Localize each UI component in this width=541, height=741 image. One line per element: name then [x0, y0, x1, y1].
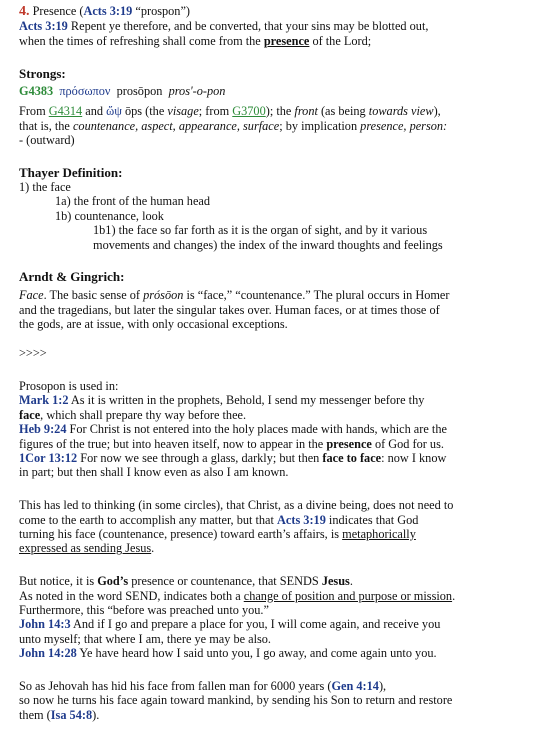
section-number: 4.	[19, 4, 30, 19]
para-text: ).	[92, 707, 100, 722]
john-14-28-ref-link[interactable]: John 14:28	[19, 646, 77, 661]
usage-cor	[19, 451, 525, 480]
verse-ref-link[interactable]: Acts 3:19	[19, 19, 68, 34]
verse-text: Repent ye therefore, and be converted, that your sins may be blotted out,	[67, 19, 429, 34]
para-bold: Jesus	[321, 574, 350, 589]
para-text: .	[151, 541, 155, 556]
verse-text: Ye have heard how I said unto you, I go away, and come again unto you.	[76, 646, 437, 661]
para-underlined: change of position and purpose or mission	[243, 588, 453, 603]
arndt-heading: Arndt & Gingrich:	[19, 269, 125, 285]
verse-text: figures of the true; but into heaven itself, now to appear in the	[19, 436, 327, 451]
greek-root: ὤψ	[106, 104, 122, 119]
section-marker: >>>>	[19, 346, 47, 361]
verse-text: For now we see through a glass, darkly; but then	[77, 450, 323, 465]
def-text: ōps (the	[121, 104, 168, 119]
verse-text: And if I go and prepare a place for you, I will come again, and receive you	[70, 617, 441, 632]
def-italic: Face	[19, 288, 44, 303]
thayer-def-1a: 1a) the front of the human head	[55, 194, 211, 209]
presence-verse	[19, 19, 525, 48]
def-italic: countenance, aspect, appearance, surface	[72, 118, 280, 133]
verse-text: , which shall prepare thy way before thee.	[40, 407, 247, 422]
pronunciation: pros'-o-pon	[168, 84, 226, 99]
para-text: But notice, it is	[19, 574, 98, 589]
para-text: come to the earth to accomplish any matter, but that	[19, 512, 278, 527]
strongs-code: G4383	[19, 84, 54, 99]
def-text: and the tragedians, but later the singular takes over. Human faces, or at times those of	[19, 302, 440, 317]
def-text: From	[19, 104, 49, 119]
john-14-3-ref-link[interactable]: John 14:3	[19, 617, 71, 632]
verse-text: : now I know	[381, 450, 447, 465]
presence-heading	[19, 4, 525, 19]
notice-paragraph	[19, 574, 525, 660]
strongs-heading: Strongs:	[19, 65, 66, 81]
para-text: .	[452, 588, 456, 603]
para-text: so now he turns his face again toward mankind, by sending his Son to return and restore	[19, 693, 453, 708]
verse-keyword: presence	[326, 436, 372, 451]
def-text: that is, the	[19, 118, 73, 133]
presence-label: Presence (	[32, 4, 84, 18]
gen-ref-link[interactable]: Gen 4:14	[331, 678, 379, 693]
para-underlined: expressed as sending Jesus	[19, 541, 152, 556]
arndt-paragraph	[19, 288, 525, 331]
strongs-link-g4314[interactable]: G4314	[48, 104, 83, 119]
def-text: the gods, are at issue, with only occasional exceptions.	[19, 317, 288, 332]
greek-word: πρόσωπον	[59, 84, 111, 99]
para-text: presence or countenance, that SENDS	[128, 574, 322, 589]
para-underlined: metaphorically	[342, 526, 416, 541]
def-text: (as being	[317, 104, 369, 119]
thayer-def-1b1	[19, 223, 525, 252]
jehovah-paragraph	[19, 679, 525, 722]
def-text: and	[82, 104, 107, 119]
def-italic: front	[294, 104, 318, 119]
verse-text: For Christ is not entered into the holy places made with hands, which are the	[66, 422, 447, 437]
isa-ref-link[interactable]: Isa 54:8	[50, 707, 93, 722]
verse-keyword: face to face	[322, 450, 382, 465]
verse-keyword: face	[19, 407, 41, 422]
cor-ref-link[interactable]: 1Cor 13:12	[19, 450, 78, 465]
def-text: ),	[433, 104, 441, 119]
transliteration: prosōpon	[116, 84, 163, 99]
para-text: Furthermore, this “before was preached unto you.”	[19, 602, 269, 617]
presence-tail: “prospon”)	[132, 4, 191, 18]
para-text: ),	[378, 678, 387, 693]
verse-text: of the Lord;	[309, 33, 372, 48]
def-italic: towards view	[368, 104, 434, 119]
verse-text: in part; but then shall I know even as also I am known.	[19, 465, 289, 480]
def-text: 1b1) the face so far forth as it is the organ of sight, and by it various	[93, 223, 428, 238]
para-text: As noted in the word SEND, indicates both a	[19, 588, 244, 603]
acts-ref-link[interactable]: Acts 3:19	[277, 512, 326, 527]
thayer-def-1b: 1b) countenance, look	[55, 208, 164, 223]
def-text: . The basic sense of	[43, 288, 144, 303]
def-text: ); the	[265, 104, 295, 119]
para-text: .	[349, 574, 353, 589]
verse-text: when the times of refreshing shall come from the	[19, 33, 264, 48]
def-text: - (outward)	[19, 133, 75, 148]
usage-intro: Prosopon is used in:	[19, 378, 119, 393]
thayer-def-1: 1) the face	[19, 180, 71, 195]
def-text: ; by implication	[279, 118, 361, 133]
def-text: is “face,” “countenance.” The plural occurs in Homer	[183, 288, 450, 303]
def-italic: presence, person:	[360, 118, 448, 133]
verse-text: unto myself; that where I am, there ye may be also.	[19, 631, 272, 646]
verse-text: As it is written in the prophets, Behold, I send my messenger before thy	[68, 393, 425, 408]
strongs-definition	[19, 104, 525, 147]
strongs-entry	[19, 84, 525, 98]
def-text: movements and changes) the index of the inward thoughts and feelings	[93, 237, 443, 252]
usage-heb	[19, 422, 525, 451]
thinking-paragraph	[19, 498, 525, 556]
def-italic: visage	[167, 104, 199, 119]
heb-ref-link[interactable]: Heb 9:24	[19, 422, 67, 437]
def-text: ; from	[198, 104, 233, 119]
para-text: This has led to thinking (in some circles), that Christ, as a divine being, does not need to	[19, 498, 454, 513]
para-text: indicates that God	[325, 512, 419, 527]
thayer-heading: Thayer Definition:	[19, 164, 123, 180]
verse-keyword: presence	[263, 33, 310, 48]
strongs-link-g3700[interactable]: G3700	[232, 104, 266, 119]
para-text: So as Jehovah has hid his face from fallen man for 6000 years (	[19, 678, 332, 693]
verse-text: of God for us.	[371, 436, 444, 451]
mark-ref-link[interactable]: Mark 1:2	[19, 393, 69, 408]
para-bold: God’s	[97, 574, 129, 589]
usage-mark	[19, 393, 525, 422]
para-text: turning his face (countenance, presence) toward earth’s affairs, is	[19, 526, 343, 541]
para-text: them (	[19, 707, 51, 722]
presence-ref-link[interactable]: Acts 3:19	[83, 4, 133, 18]
def-italic: prósōon	[143, 288, 184, 303]
